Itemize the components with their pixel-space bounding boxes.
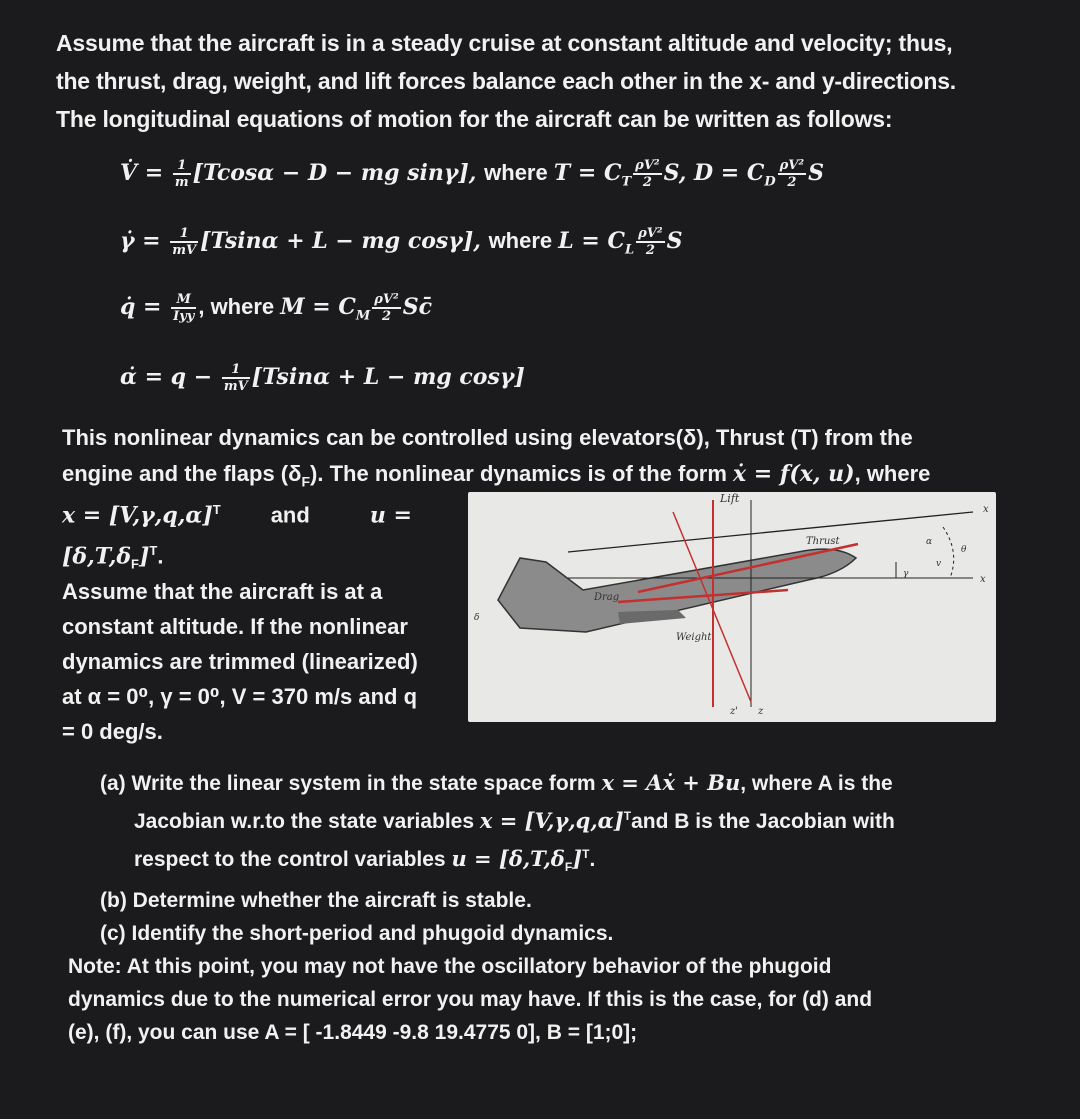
aircraft-force-diagram xyxy=(468,492,996,722)
trim-condition-text: Assume that the aircraft is at a constant altitude. If the nonlinear dynamics are trimmed (linearized) at α = 0⁰, γ = 0⁰, V = 370 m/s and q = 0 deg/s. xyxy=(62,579,418,744)
x-axis-line xyxy=(568,512,973,552)
question-c: (c) Identify the short-period and phugoid dynamics. xyxy=(100,922,614,946)
question-a: (a) Write the linear system in the state space form x = Aẋ + Bu, where A is the Jacobian w.r.to the state variables $x = [V,\gamma,q,\alpha]^Tand$ B is the Jacobian with respect to the control variables $u = [\delta,T,\delta_F]^T$. xyxy=(100,770,895,875)
lift-label: Lift xyxy=(720,492,740,505)
v-label: v xyxy=(936,559,942,569)
alpha-label: α xyxy=(926,537,933,547)
angle-arc xyxy=(943,527,954,578)
eq1-body: [Tcosα − D − mg sinγ], xyxy=(192,160,485,186)
intro-line-1: Assume that the aircraft is in a steady cruise at constant altitude and velocity; thus, xyxy=(56,30,953,56)
svg-text:x: x xyxy=(980,574,986,585)
z-prime-label: z' xyxy=(730,706,739,717)
delta-label: δ xyxy=(474,613,480,623)
question-b: (b) Determine whether the aircraft is stable. xyxy=(100,889,532,913)
z-label: z xyxy=(758,706,764,717)
questions-list xyxy=(100,766,1000,950)
intro-line-3: The longitudinal equations of motion for the aircraft can be written as follows: xyxy=(56,106,893,132)
drag-label: Drag xyxy=(594,592,620,603)
eq1-fraction: $\frac{1}{m}$ xyxy=(174,158,189,190)
gamma-label: γ xyxy=(903,569,909,579)
wing-shape xyxy=(618,610,686,624)
thrust-label: Thrust xyxy=(806,536,840,547)
intro-line-2: the thrust, drag, weight, and lift forces balance each other in the x- and y-directions. xyxy=(56,68,956,94)
aircraft-diagram-svg xyxy=(468,492,996,722)
equation-v-dot: V̇ = $\frac{1}{m}$ [Tcosα − D − mg sinγ], where $T = C_T$ $\frac{\text{ρV²}}{2}$ S, $D = C_D$ $\frac{\text{ρV²}}{2}$ S xyxy=(120,158,824,190)
control-paragraph: This nonlinear dynamics can be controlled using elevators(δ), Thrust (T) from the engine and the flaps $(\delta_F)$. The nonlinear dynamics is of the form ẋ = f(x, u), where xyxy=(62,425,931,490)
theta-label: θ xyxy=(961,545,967,555)
eq1-lhs: V̇ = xyxy=(120,160,171,186)
equation-q-dot: q̇ = $\frac{M}{\text{Iyy}}$ , where $M = C_M$ $\frac{\text{ρV²}}{2}$ Sc̄ xyxy=(120,292,433,324)
weight-label: Weight xyxy=(676,632,712,643)
equation-alpha-dot: α̇ = q − $\frac{1}{mV}$ [Tsinα + L − mg cosγ] xyxy=(120,362,525,394)
fuselage-shape xyxy=(498,549,856,632)
intro-paragraph xyxy=(56,24,1036,138)
state-definition: $x = [V,\gamma,q,\alpha]^T$ and u = $[\delta,T,\delta_F]^T$. xyxy=(62,502,412,573)
equation-gamma-dot: γ̇ = $\frac{1}{mV}$ [Tsinα + L − mg cosγ], where $L = C_L$ $\frac{\text{ρV²}}{2}$ S xyxy=(120,226,683,258)
x-axis-label: x xyxy=(983,504,989,515)
note-paragraph: Note: At this point, you may not have the oscillatory behavior of the phugoid dynamics due to the numerical error you may have. If this is the case, for (d) and (e), (f), you can use A = [ -1.8449 -9.8 19.4775 0], B = [1;0]; xyxy=(68,955,873,1044)
